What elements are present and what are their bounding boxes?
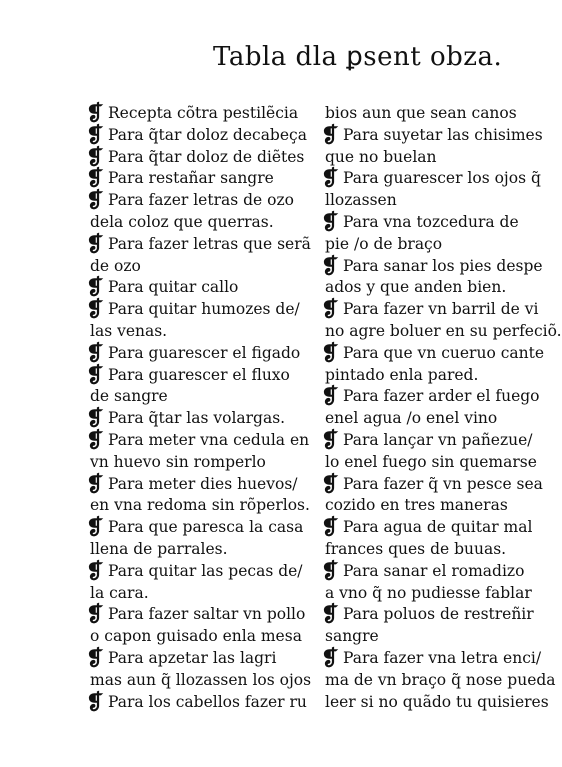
paragraph-mark-icon: ❡ (86, 100, 104, 125)
contents-line (321, 339, 557, 365)
contents-line-text: Para q̃tar doloz de diẽtes (108, 147, 305, 166)
contents-line-text: Para apzetar las lagri (108, 648, 277, 667)
paragraph-mark-icon: ❡ (86, 644, 104, 670)
paragraph-mark-icon: ❡ (86, 405, 104, 431)
contents-line (325, 692, 557, 714)
contents-line (325, 321, 562, 343)
contents-line (86, 230, 322, 256)
contents-line-text: no agre boluer en su perfeciõ. (325, 321, 562, 340)
contents-line-text: Para fazer letras que serã (108, 234, 311, 253)
contents-line-text: Para quitar las pecas de/ (108, 561, 303, 580)
contents-line (325, 277, 557, 299)
contents-line (86, 601, 322, 627)
contents-line-text: o capon guisado enla mesa (90, 627, 302, 646)
paragraph-mark-icon: ❡ (321, 252, 339, 278)
contents-line-text: Para fazer saltar vn pollo (108, 605, 306, 624)
contents-line-text: Para sanar el romadizo (343, 561, 525, 580)
contents-line-text: a vno q̃ no pudiesse fablar (325, 583, 532, 602)
contents-line (90, 495, 322, 517)
contents-line (90, 386, 322, 408)
paragraph-mark-icon: ❡ (86, 339, 104, 365)
contents-line (321, 208, 557, 234)
contents-line-text: cozido en tres maneras (325, 496, 508, 515)
contents-line (86, 514, 322, 540)
table-of-contents-left-column (86, 100, 322, 714)
contents-line (86, 557, 322, 583)
contents-line-text: Para lançar vn pañezue/ (343, 430, 533, 449)
contents-line (86, 121, 322, 147)
paragraph-mark-icon: ❡ (86, 470, 104, 496)
contents-line-text: Para sanar los pies despe (343, 256, 543, 275)
contents-line (321, 644, 557, 670)
paragraph-mark-icon: ❡ (321, 426, 339, 452)
contents-line (86, 688, 322, 714)
contents-line (325, 234, 557, 256)
contents-line (321, 470, 557, 496)
contents-line-text: vn huevo sin romperlo (90, 452, 266, 471)
paragraph-mark-icon: ❡ (321, 383, 339, 409)
contents-line-text: frances ques de buuas. (325, 539, 507, 558)
contents-line-text: Para que vn cueruo cante (343, 343, 545, 362)
contents-line-text: Para guarescer los ojos q̃ (343, 169, 541, 188)
contents-line (321, 296, 557, 322)
paragraph-mark-icon: ❡ (86, 514, 104, 540)
contents-line-text: Para fazer q̃ vn pesce sea (343, 474, 543, 493)
contents-line (86, 274, 322, 300)
contents-line (325, 103, 557, 125)
contents-line-text: Para q̃tar las volargas. (108, 409, 286, 428)
paragraph-mark-icon: ❡ (86, 187, 104, 213)
contents-line (321, 557, 557, 583)
contents-line (90, 670, 322, 692)
contents-line-text: Para vna tozcedura de (343, 212, 519, 231)
contents-line (86, 361, 322, 387)
contents-line-text: ados y que anden bien. (325, 278, 507, 297)
contents-line-text: Para guarescer el fluxo (108, 365, 290, 384)
contents-line (90, 452, 322, 474)
contents-line-text: mas aun q̃ llozassen los ojos (90, 670, 312, 689)
contents-line (90, 583, 322, 605)
paragraph-mark-icon: ❡ (321, 470, 339, 496)
contents-line (325, 365, 557, 387)
contents-line-text: Para los cabellos fazer ru (108, 692, 307, 711)
paragraph-mark-icon: ❡ (321, 208, 339, 234)
contents-line (86, 100, 322, 125)
paragraph-mark-icon: ❡ (86, 274, 104, 300)
paragraph-mark-icon: ❡ (321, 601, 339, 627)
contents-line-text: lo enel fuego sin quemarse (325, 452, 537, 471)
contents-line-text: sangre (325, 627, 379, 646)
contents-line (321, 514, 557, 540)
contents-line (321, 383, 557, 409)
contents-line-text: enel agua /o enel vino (325, 409, 498, 428)
contents-line-text: Para q̃tar doloz decabeça (108, 125, 307, 144)
contents-line (86, 296, 322, 322)
contents-line (325, 583, 557, 605)
contents-line (90, 256, 322, 278)
page-title: Tabla dla ꝑsent obza. (213, 42, 503, 72)
contents-line (321, 426, 557, 452)
paragraph-mark-icon: ❡ (86, 143, 104, 169)
contents-line-text: Recepta cõtra pestilẽcia (108, 104, 299, 122)
contents-line-text: las venas. (90, 321, 168, 340)
contents-line (86, 470, 322, 496)
contents-line (321, 601, 557, 627)
contents-line (90, 212, 322, 234)
paragraph-mark-icon: ❡ (86, 688, 104, 714)
contents-line-text: Para restañar sangre (108, 169, 274, 188)
paragraph-mark-icon: ❡ (86, 361, 104, 387)
paragraph-mark-icon: ❡ (86, 165, 104, 191)
contents-line (325, 452, 557, 474)
paragraph-mark-icon: ❡ (321, 514, 339, 540)
contents-line-text: la cara. (90, 583, 149, 602)
contents-line-text: Para suyetar las chisimes (343, 125, 543, 144)
contents-line-text: Para fazer arder el fuego (343, 387, 540, 406)
contents-line-text: Para meter dies huevos/ (108, 474, 298, 493)
contents-line (325, 147, 557, 169)
contents-line (321, 165, 557, 191)
contents-line (86, 426, 322, 452)
contents-line-text: Para quitar callo (108, 278, 239, 297)
paragraph-mark-icon: ❡ (86, 230, 104, 256)
contents-line (86, 187, 322, 213)
contents-line-text: Para fazer letras de ozo (108, 191, 294, 210)
contents-line (86, 405, 322, 431)
contents-line (86, 644, 322, 670)
contents-line-text: ma de vn braço q̃ nose pueda (325, 670, 556, 689)
contents-line-text: Para fazer vn barril de vi (343, 300, 539, 319)
contents-line-text: bios aun que sean canos (325, 104, 517, 122)
contents-line (90, 539, 322, 561)
contents-line-text: llena de parrales. (90, 539, 228, 558)
contents-line (321, 121, 557, 147)
contents-line-text: Para poluos de restreñir (343, 605, 534, 624)
paragraph-mark-icon: ❡ (321, 644, 339, 670)
contents-line (321, 252, 557, 278)
paragraph-mark-icon: ❡ (321, 165, 339, 191)
contents-line-text: Para que paresca la casa (108, 518, 304, 537)
paragraph-mark-icon: ❡ (86, 557, 104, 583)
paragraph-mark-icon: ❡ (86, 426, 104, 452)
contents-line-text: en vna redoma sin rõperlos. (90, 496, 310, 515)
contents-line-text: Para quitar humozes de/ (108, 300, 300, 319)
contents-line-text: de ozo (90, 256, 141, 275)
contents-line-text: que no buelan (325, 147, 437, 166)
contents-line-text: pintado enla pared. (325, 365, 479, 384)
contents-line (325, 670, 557, 692)
contents-line-text: de sangre (90, 387, 168, 406)
contents-line-text: Para meter vna cedula en (108, 430, 310, 449)
paragraph-mark-icon: ❡ (321, 296, 339, 322)
contents-line (90, 321, 322, 343)
contents-line-text: dela coloz que querras. (90, 212, 274, 231)
contents-line-text: llozassen (325, 191, 397, 210)
paragraph-mark-icon: ❡ (86, 296, 104, 322)
contents-line (325, 539, 557, 561)
contents-line (86, 143, 322, 169)
contents-line-text: leer si no quãdo tu quisieres (325, 692, 549, 711)
paragraph-mark-icon: ❡ (86, 601, 104, 627)
contents-line-text: Para agua de quitar mal (343, 518, 533, 537)
paragraph-mark-icon: ❡ (86, 121, 104, 147)
contents-line (325, 408, 557, 430)
paragraph-mark-icon: ❡ (321, 557, 339, 583)
contents-line (86, 339, 322, 365)
paragraph-mark-icon: ❡ (321, 339, 339, 365)
contents-line (325, 495, 557, 517)
contents-line-text: pie /o de braço (325, 234, 443, 253)
contents-line (90, 626, 322, 648)
paragraph-mark-icon: ❡ (321, 121, 339, 147)
contents-line (325, 626, 557, 648)
contents-line-text: Para fazer vna letra enci/ (343, 648, 542, 667)
contents-line-text: Para guarescer el figado (108, 343, 301, 362)
table-of-contents-right-column (321, 103, 562, 713)
contents-line (325, 190, 557, 212)
contents-line (86, 165, 322, 191)
